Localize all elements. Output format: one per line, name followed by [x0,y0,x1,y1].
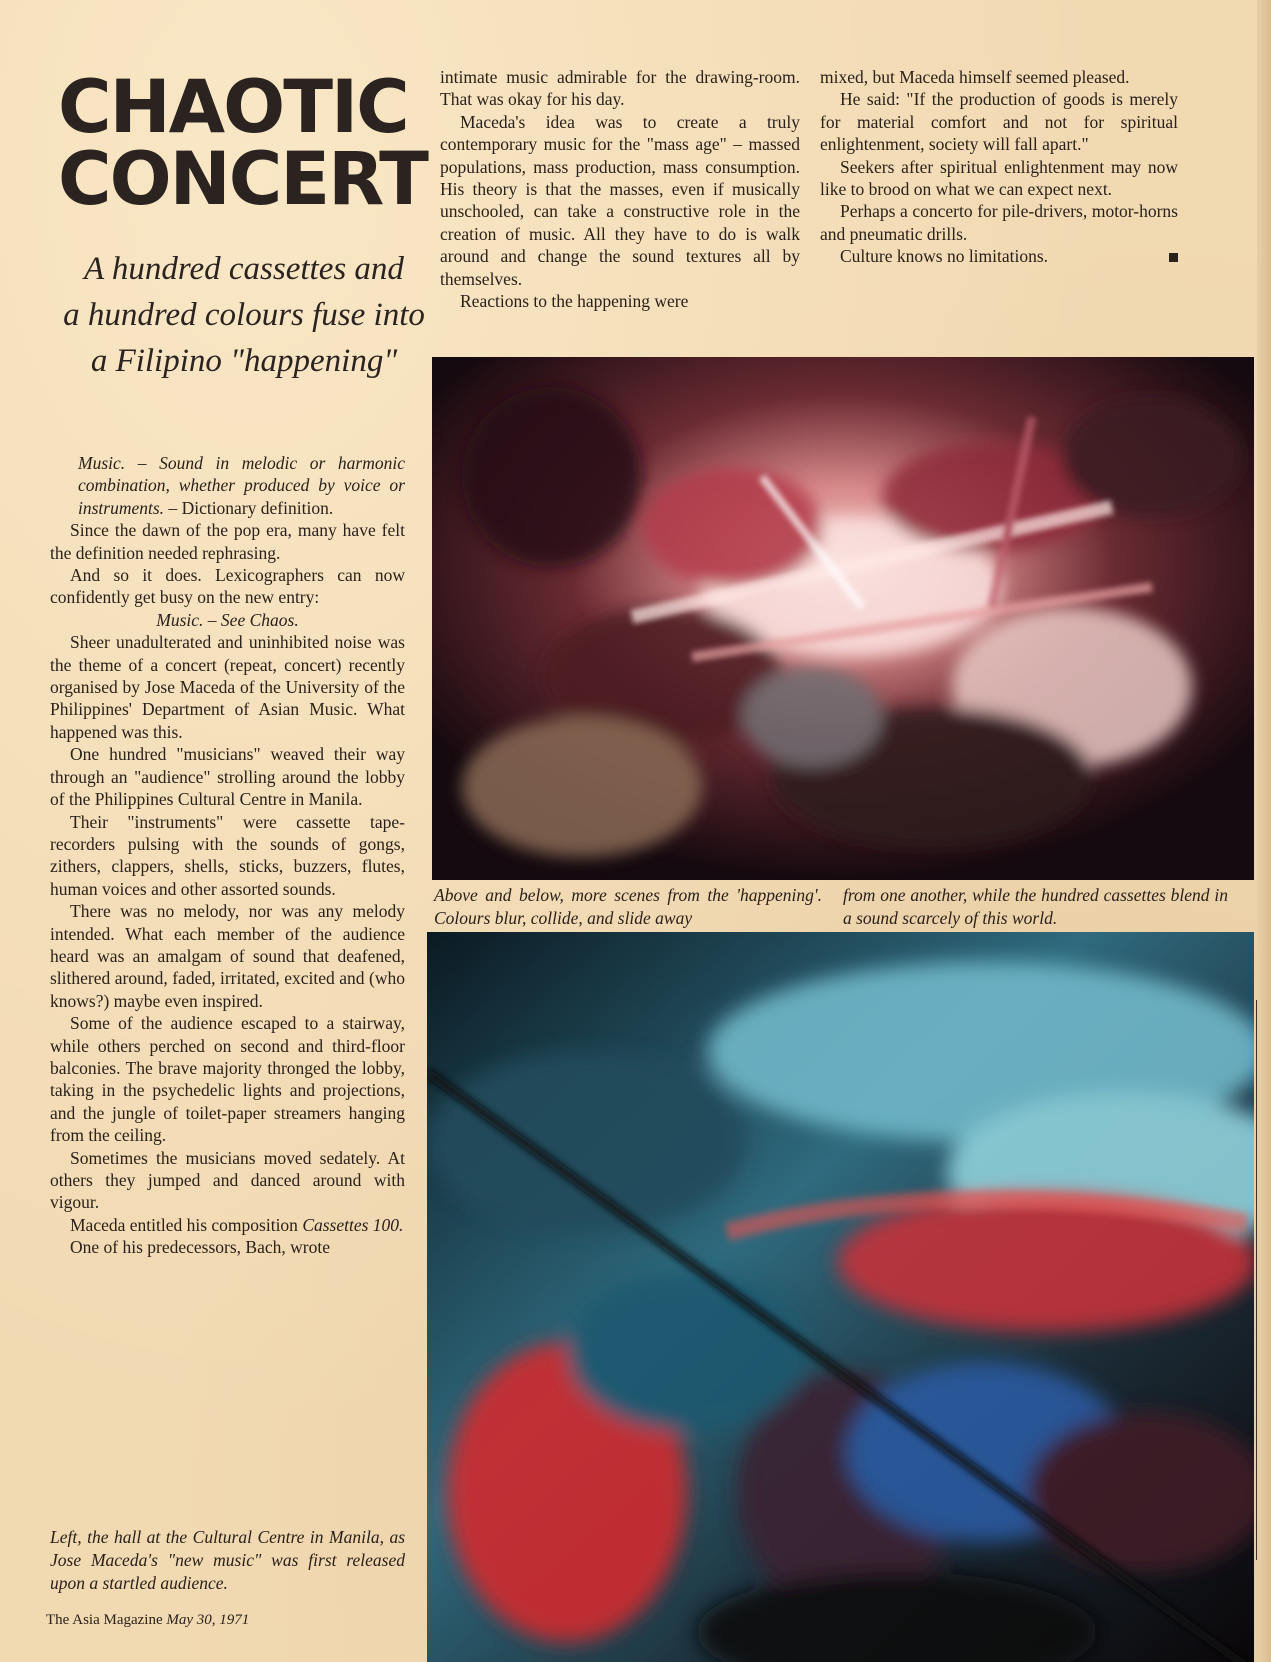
paragraph-text: Maceda entitled his composition [70,1214,303,1235]
photo-caption-right: from one another, while the hundred cassettes blend in a sound scarcely of this world. [843,885,1228,928]
paragraph [820,245,1178,267]
paragraph: Maceda's idea was to create a truly contemporary music for the "mass age" – massed populations, mass production, mass consumption. His theory is that the masses, even if musically unschooled, can take a constructive role in the creation of music. All they have to do is walk around and change the sound textures all by themselves. [440,111,800,289]
paragraph: He said: "If the production of goods is merely for material comfort and not for spiritual enlightenment, society will fall apart." [820,89,1178,155]
article-column-3 [820,66,1178,268]
paragraph: Seekers after spiritual enlightenment may now like to brood on what we can expect next. [820,156,1178,200]
article-column-1 [50,452,405,1259]
projection-lights-image [427,932,1254,1662]
subhead-line-3: a Filipino "happening" [90,343,398,379]
concert-crowd-image [432,357,1254,880]
paragraph: Reactions to the happening were [460,291,689,312]
paragraph: mixed, but Maceda himself seemed pleased. [820,67,1130,87]
photo-caption-left: Above and below, more scenes from the 'happening'. Colours blur, collide, and slide away [434,885,822,928]
headline [58,65,427,222]
headline-line-2: CONCERT [58,137,427,222]
concert-crowd-photo [432,357,1254,880]
headline-line-1: CHAOTIC [58,65,408,150]
see-chaos-entry: Music. – See Chaos. [156,609,299,630]
paragraph: And so it does. Lexicographers can now confidently get busy on the new entry: [50,565,405,608]
paragraph: Since the dawn of the pop era, many have felt the definition needed rephrasing. [50,520,405,563]
issue-date: May 30, 1971 [166,1612,250,1628]
definition-paragraph [50,452,405,519]
projection-lights-photo [427,932,1254,1662]
paragraph: Perhaps a concerto for pile-drivers, motor-horns and pneumatic drills. [820,201,1178,244]
subheadline [54,246,434,384]
paragraph [50,1214,405,1236]
end-of-article-mark [1169,253,1178,262]
paragraph: One of his predecessors, Bach, wrote [70,1237,330,1258]
page-edge [1257,0,1271,1662]
paragraph: intimate music admirable for the drawing-room. That was okay for his day. [440,67,800,110]
paragraph: Some of the audience escaped to a stairway, while others perched on second and third-floor balconies. The brave majority thronged the lobby, taking in the psychedelic lights and projections, and the jungle of toilet-paper streamers hanging from the ceiling. [50,1013,405,1146]
footer [46,1612,249,1629]
paragraph: Sometimes the musicians moved sedately. At others they jumped and danced around with vigour. [50,1147,405,1213]
composition-title: Cassettes 100. [302,1214,404,1235]
magazine-name: The Asia Magazine [46,1612,163,1628]
closing-line: Culture knows no limitations. [840,246,1049,267]
paragraph: Sheer unadulterated and uninhibited noise was the theme of a concert (repeat, concert) recently organised by Jose Maceda of the University of the Philippines' Department of Asian Music. What happened was this. [50,632,405,742]
subhead-line-2: a hundred colours fuse into [63,297,425,333]
left-photo-caption: Left, the hall at the Cultural Centre in Manila, as Jose Maceda's "new music" was first released upon a startled audience. [50,1527,405,1593]
paragraph: One hundred "musicians" weaved their way through an "audience" strolling around the lobby of the Philippines Cultural Centre in Manila. [50,744,405,810]
definition-source: Dictionary definition. [181,497,334,518]
paragraph: There was no melody, nor was any melody intended. What each member of the audience heard was an amalgam of sound that deafened, slithered around, faded, irritated, excited and (who knows?) maybe even inspired. [50,901,405,1011]
subhead-line-1: A hundred cassettes and [84,251,404,287]
article-column-2 [440,66,800,312]
dictionary-definition: Music. – Sound in melodic or harmonic combination, whether produced by voice or instruments. – [78,453,405,518]
paragraph: Their "instruments" were cassette tape-recorders pulsing with the sounds of gongs, zithers, clappers, shells, sticks, buzzers, flutes, human voices and other assorted sounds. [50,811,405,899]
